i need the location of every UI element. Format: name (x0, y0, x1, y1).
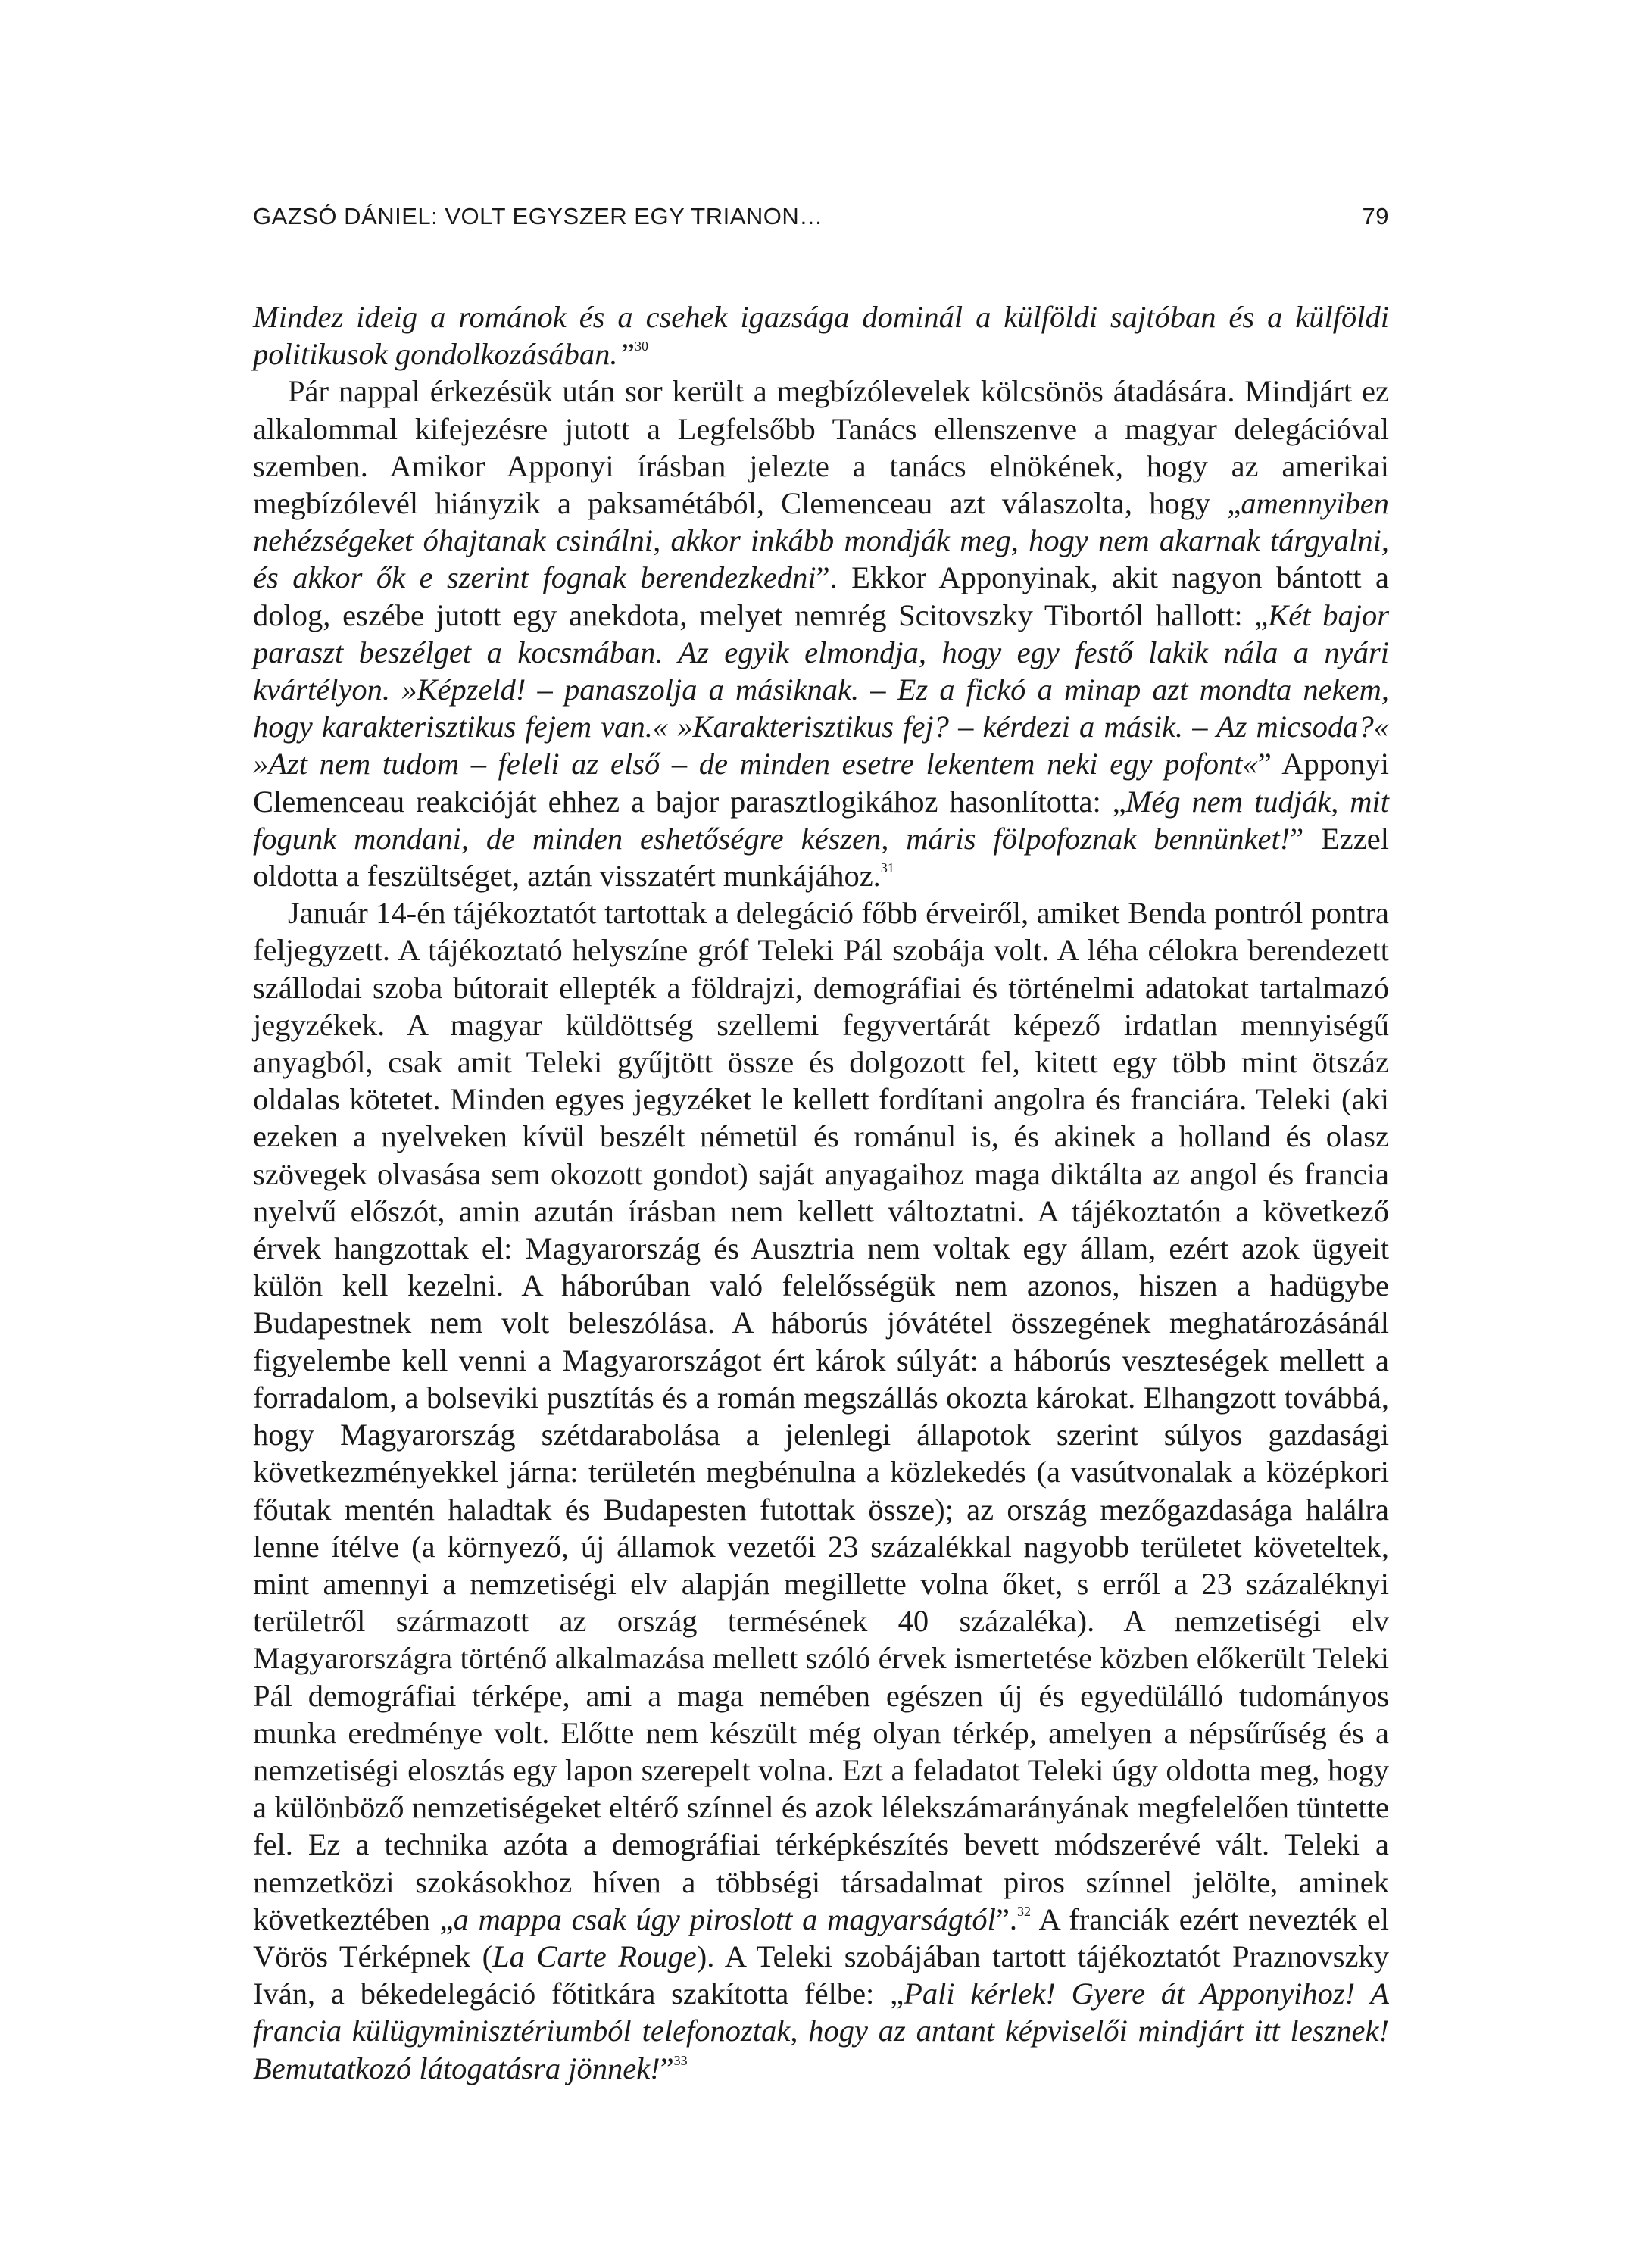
running-header (253, 203, 1389, 241)
article-body (253, 298, 1389, 2087)
italic-quote: Még nem tudják, mit fogunk mondani, de minden eshetőségre készen, máris fölpofoznak bennünket! (253, 784, 1390, 856)
footnote-ref: 32 (1017, 1903, 1031, 1919)
footnote-ref: 30 (635, 338, 648, 354)
text-run: ”. Ekkor Apponyinak, akit nagyon bántott a dolog, eszébe jutott egy anekdota, melyet nemrég Scitovszky Tibortól hallott: „ (253, 560, 1389, 632)
text-run: Pár nappal érkezésük után sor került a megbízólevelek kölcsönös átadására. Mindjárt ez alkalommal kifejezésre jutott a Legfelsőbb Tanács ellenszenve a magyar delegációval szemben. Amikor Apponyi írásban jelezte a tanács elnökének, hogy az amerikai megbízólevél hiányzik a paksamétából, Clemenceau azt válaszolta, hogy „ (253, 374, 1389, 521)
paragraph (253, 373, 1389, 894)
italic-quote: La Carte Rouge (492, 1939, 697, 1973)
page-number: 79 (1362, 203, 1389, 229)
running-title: GAZSÓ DÁNIEL: VOLT EGYSZER EGY TRIANON… (253, 203, 823, 229)
italic-quote: Két bajor paraszt beszélget a kocsmában. Az egyik elmondja, hogy egy festő lakik nála a nyári kvártélyon. »Képzeld! – panaszolja a másiknak. – Ez a fickó a minap azt mondta nekem, hogy karakterisztikus fejem van.« »Karakterisztikus fej? – kérdezi a másik. – Az micsoda?« »Azt nem tudom – feleli az első – de minden esetre lekentem neki egy pofont« (253, 597, 1389, 781)
italic-quote: a mappa csak úgy piroslott a magyarságtól (453, 1901, 996, 1936)
text-run: A franciák ezért nevezték el Vörös Térképnek ( (253, 1901, 1390, 1973)
italic-quote: amennyiben nehézségeket óhajtanak csinálni, akkor inkább mondják meg, hogy nem akarnak tárgyalni, és akkor ők e szerint fognak berendezkedni (253, 486, 1389, 595)
italic-quote: Pali kérlek! Gyere át Apponyihoz! A francia külügyminisztériumból telefonoztak, hogy az antant képviselői mindjárt itt lesznek! Bemutatkozó látogatásra jönnek! (253, 1976, 1389, 2085)
text-run: ” Ezzel oldotta a feszültséget, aztán visszatért munkájához. (253, 821, 1389, 894)
paragraph (253, 298, 1389, 373)
paragraph (253, 894, 1389, 2087)
text-run: ” Apponyi Clemenceau reakcióját ehhez a bajor parasztlogikához hasonlította: „ (253, 747, 1389, 819)
text-run: ” (660, 2051, 674, 2085)
footnote-ref: 31 (880, 860, 894, 876)
italic-quote: Mindez ideig a románok és a csehek igazsága dominál a külföldi sajtóban és a külföldi politikusok gondolkozásában.” (253, 300, 1389, 372)
text-run: ”. (995, 1901, 1017, 1936)
footnote-ref: 33 (673, 2052, 688, 2068)
text-run: Január 14-én tájékoztatót tartottak a delegáció főbb érveiről, amiket Benda pontról pontra feljegyzett. A tájékoztató helyszíne gróf Teleki Pál szobája volt. A léha célokra berendezett szállodai szoba bútorait ellepték a földrajzi, demográfiai és történelmi adatokat tartalmazó jegyzékek. A magyar küldöttség szellemi fegyvertárát képező irdatlan mennyiségű anyagból, csak amit Teleki gyűjtött össze és dolgozott fel, kitett egy több mint ötszáz oldalas kötetet. Minden egyes jegyzéket le kellett fordítani angolra és franciára. Teleki (aki ezeken a nyelveken kívül beszélt németül és románul is, és akinek a holland és olasz szövegek olvasása sem okozott gondot) saját anyagaihoz maga diktálta az angol és francia nyelvű előszót, amin azután írásban nem kellett változtatni. A tájékoztatón a következő érvek hangzottak el: Magyarország és Ausztria nem voltak egy állam, ezért azok ügyeit külön kell kezelni. A háborúban való felelősségük nem azonos, hiszen a hadügybe Budapestnek nem volt beleszólása. A háborús jóvátétel összegének meghatározásánál figyelembe kell venni a Magyarországot ért károk súlyát: a háborús veszteségek mellett a forradalom, a bolseviki pusztítás és a román megszállás okozta károkat. Elhangzott továbbá, hogy Magyarország szétdarabolása a jelenlegi állapotok szerint súlyos gazdasági következményekkel járna: területén megbénulna a közlekedés (a vasútvonalak a középkori főutak mentén haladtak és Budapesten futottak össze); az ország mezőgazdasága halálra lenne ítélve (a környező, új államok vezetői 23 százalékkal nagyobb területet követeltek, mint amennyi a nemzetiségi elv alapján megillette volna őket, s erről a 23 százaléknyi területről származott az ország termésének 40 százaléka). A nemzetiségi elv Magyarországra történő alkalmazása mellett szóló érvek ismertetése közben előkerült Teleki Pál demográfiai térképe, ami a maga nemében egészen új és egyedülálló tudományos munka eredménye volt. Előtte nem készült még olyan térkép, amelyen a népsűrűség és a nemzetiségi elosztás egy lapon szerepelt volna. Ezt a feladatot Teleki úgy oldotta meg, hogy a különböző nemzetiségeket eltérő színnel és azok lélekszámarányának megfelelően tüntette fel. Ez a technika azóta a demográfiai térképkészítés bevett módszerévé vált. Teleki a nemzetközi szokásokhoz híven a többségi társadalmat piros színnel jelölte, aminek következtében „ (253, 896, 1389, 1936)
text-run: ). A Teleki szobájában tartott tájékoztatót Praznovszky Iván, a békedelegáció főtitkára szakította félbe: „ (253, 1939, 1389, 2011)
